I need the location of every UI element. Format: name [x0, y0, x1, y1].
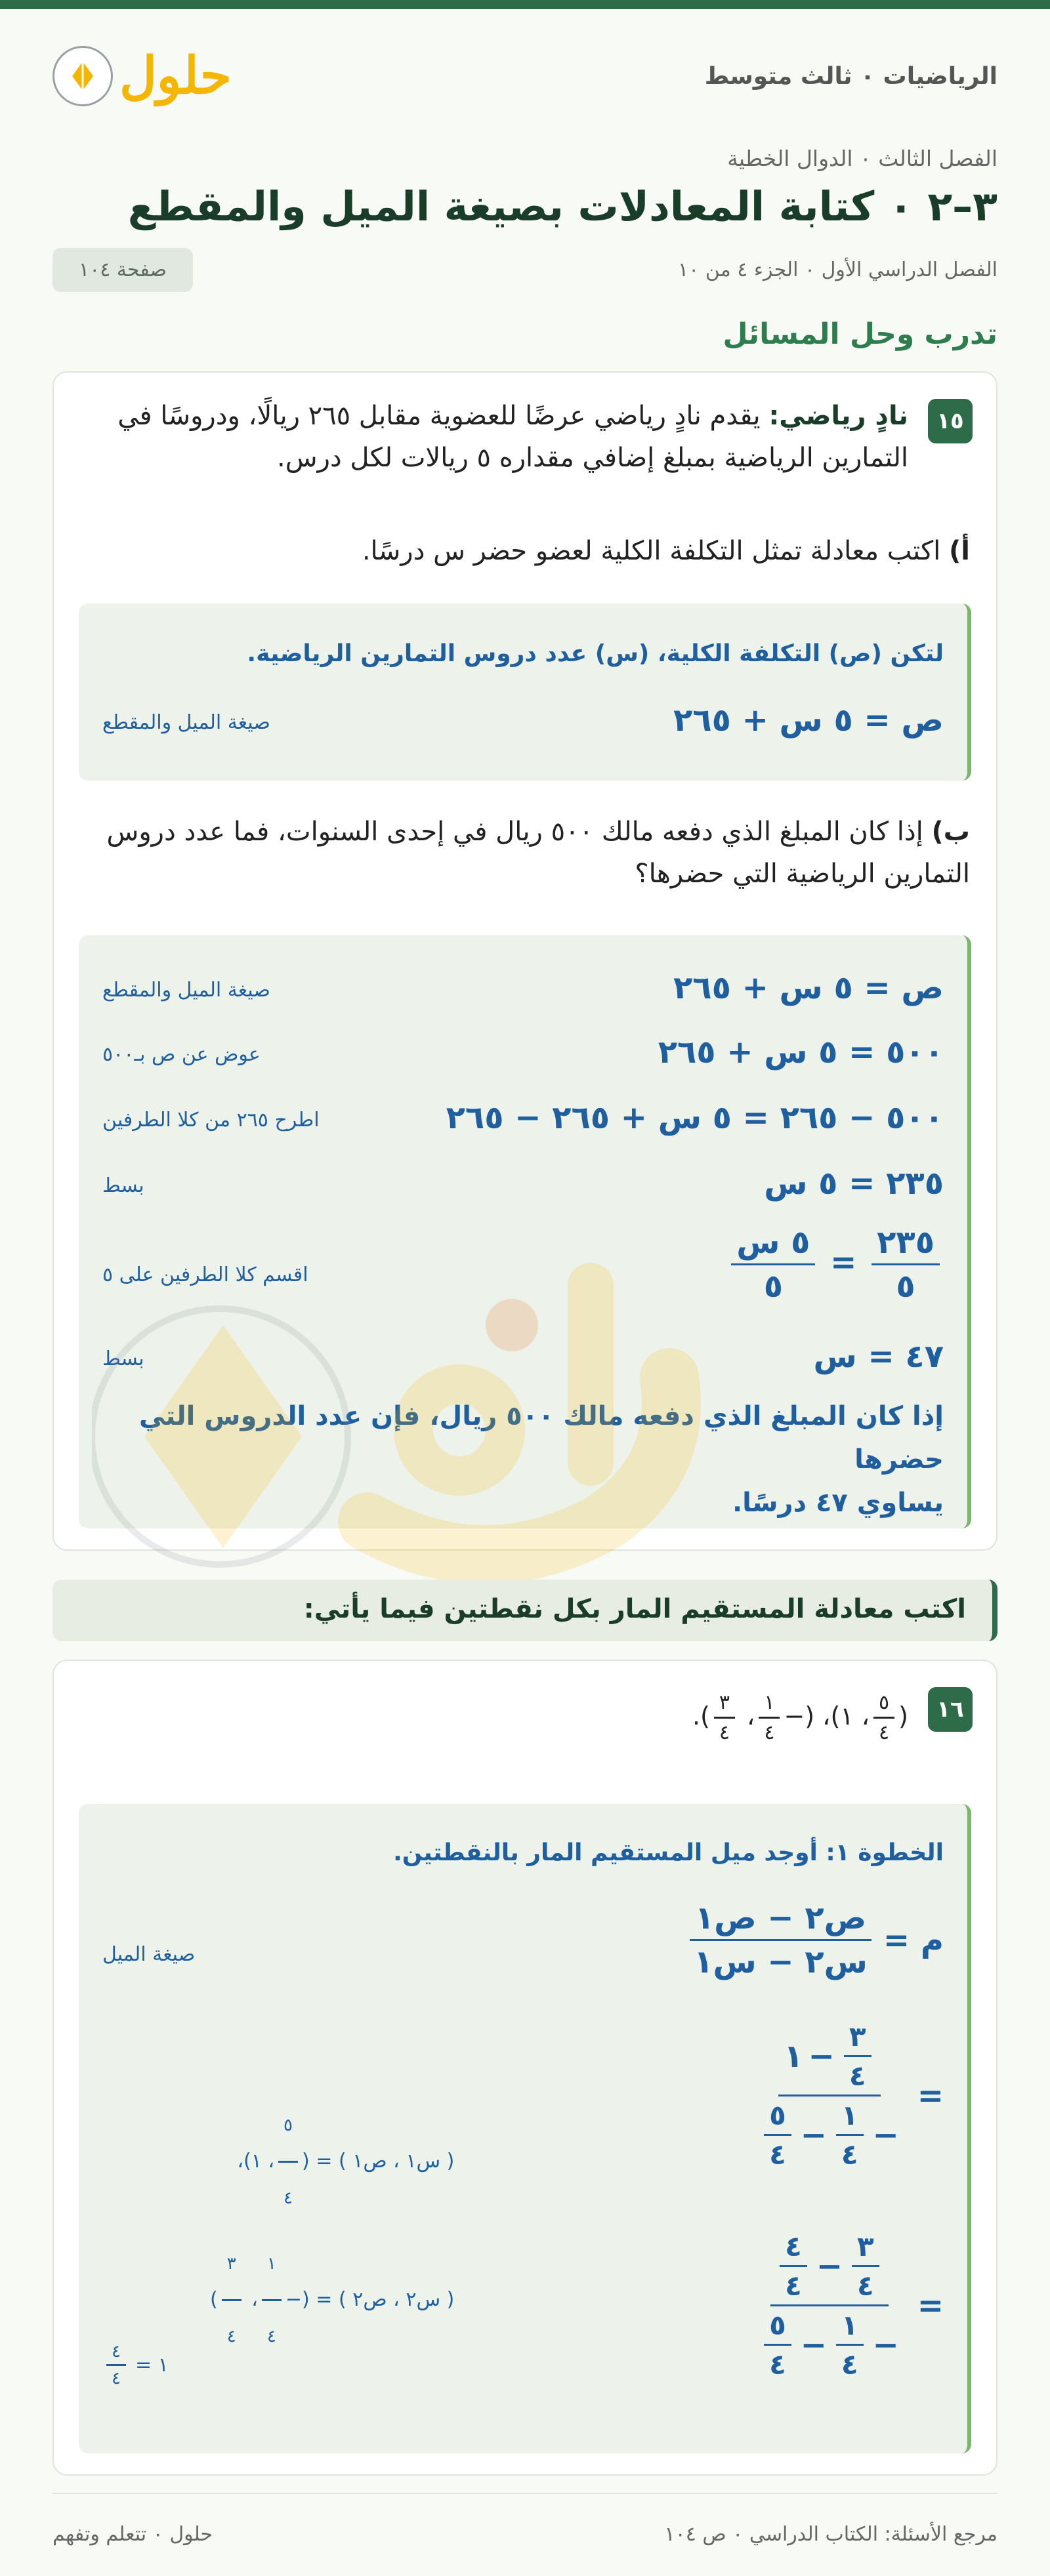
conclusion: إذا كان المبلغ الذي دفعه مالك ٥٠٠ ريال، فإن عدد الدروس التي حضرها يساوي ٤٧ درسًا. — [138, 1401, 944, 1518]
page-footer — [52, 2523, 998, 2546]
problem-label: نادٍ رياضي: — [768, 401, 908, 431]
points-statement: ( $\frac{٥}{٤}$ ، ١)، (− $\frac{١}{٤}$ ، $\frac{٣}{٤}$ ). — [692, 1691, 908, 1744]
fraction: $\frac{٢٣٥}{٥}$ — [872, 1224, 940, 1305]
part-b-solution — [79, 935, 971, 1528]
breadcrumb: الفصل الثالث ٠ الدوال الخطية — [727, 146, 998, 171]
section-title: تدرب وحل المسائل — [723, 317, 998, 351]
common-denominator-step: = $\frac{٣}{٤}$ − $\frac{٤}{٤}$ − $\frac{١}{٤}$ − $\frac{٥}{٤}$ — [751, 2230, 944, 2381]
equation: ٢٣٥ = ٥ س — [764, 1165, 944, 1202]
slope-note: صيغة الميل — [102, 1943, 196, 1966]
equation-note: بسط — [102, 1174, 144, 1197]
term-info: الفصل الدراسي الأول ٠ الجزء ٤ من ١٠ — [678, 258, 998, 281]
banner-text: اكتب معادلة المستقيم المار بكل نقطتين فيما يأتي: — [303, 1594, 966, 1624]
problem-16-card — [52, 1660, 998, 2476]
part-a-text: اكتب معادلة تمثل التكلفة الكلية لعضو حضر س درسًا. — [362, 536, 941, 566]
hulul-logo[interactable] — [52, 46, 232, 106]
problem-15-card — [52, 371, 998, 1551]
equation-note: بسط — [102, 1347, 144, 1370]
footer-divider — [52, 2493, 998, 2494]
equation-note: اطرح ٢٦٥ من كلا الطرفين — [102, 1109, 320, 1132]
page-number-badge: صفحة ١٠٤ — [52, 248, 193, 292]
equation: ٥٠٠ − ٢٦٥ = ٥ س + ٢٦٥ − ٢٦٥ — [446, 1099, 944, 1136]
point-2-label: ( س٢ ، ص٢ ) = (− $\frac{١}{٤}$ ، $\frac{٣}{٤}$ ) — [210, 2231, 454, 2369]
equation: ٤٧ = س — [813, 1338, 944, 1375]
fraction: $\frac{\text{٥ س}}{٥}$ — [731, 1224, 815, 1305]
problem-16-solution — [79, 1804, 971, 2453]
equation-note: عوض عن ص بـ٥٠٠ — [102, 1043, 261, 1066]
part-b-label: ب) — [931, 817, 970, 847]
solution-intro: لتكن (ص) التكلفة الكلية، (س) عدد دروس التمارين الرياضية. — [247, 640, 944, 667]
equation: ص = ٥ س + ٢٦٥ — [673, 970, 944, 1006]
part-a-label: أ) — [949, 536, 970, 566]
footer-reference: مرجع الأسئلة: الكتاب الدراسي ٠ ص ١٠٤ — [664, 2523, 998, 2546]
part-b-text-line2: التمارين الرياضية التي حضرها؟ — [635, 859, 970, 889]
logo-text: حلول — [119, 46, 232, 106]
part-b-question — [80, 811, 970, 895]
footer-brand[interactable]: حلول ٠ تتعلم وتفهم — [52, 2523, 213, 2546]
substitution-step: = $\frac{٣}{٤}$ − ١ − $\frac{١}{٤}$ − $\frac{٥}{٤}$ — [751, 2020, 944, 2171]
subject-label: الرياضيات ٠ ثالث متوسط — [704, 62, 998, 90]
equation: ٥٠٠ = ٥ س + ٢٦٥ — [658, 1034, 944, 1071]
instruction-banner — [52, 1580, 998, 1641]
part-b-text-line1: إذا كان المبلغ الذي دفعه مالك ٥٠٠ ريال في إحدى السنوات، فما عدد دروس — [106, 817, 923, 847]
top-accent-bar — [0, 0, 1050, 9]
point-1-label: ( س١ ، ص١ ) = ( $\frac{٥}{٤}$ ، ١)، — [210, 2093, 454, 2231]
slope-formula: م = $\frac{\text{ص٢ − ص١}}{\text{س٢ − س١}}$ — [684, 1900, 944, 1980]
logo-emblem-icon — [52, 46, 113, 106]
equation-note: صيغة الميل والمقطع — [102, 711, 270, 734]
page-title: ٣–٢ ٠ كتابة المعادلات بصيغة الميل والمقطع — [127, 182, 998, 230]
problem-15-statement — [113, 395, 908, 479]
part-a-question — [80, 530, 970, 572]
equation: ص = ٥ س + ٢٦٥ — [673, 702, 944, 739]
point-labels — [210, 2093, 454, 2369]
page-header — [52, 37, 998, 115]
equation-note: صيغة الميل والمقطع — [102, 979, 270, 1002]
part-a-solution — [79, 603, 971, 781]
meta-row — [52, 248, 998, 292]
problem-number-badge: ١٦ — [928, 1687, 973, 1732]
fraction-equation: $\frac{٢٣٥}{٥}$ = $\frac{\text{٥ س}}{٥}$ — [727, 1224, 944, 1305]
step-1-heading: الخطوة ١: أوجد ميل المستقيم المار بالنقطتين. — [393, 1839, 944, 1866]
equation-note: اقسم كلا الطرفين على ٥ — [102, 1263, 308, 1286]
problem-text-line1: يقدم نادٍ رياضي عرضًا للعضوية مقابل ٢٦٥ ريالًا، ودروسًا في — [117, 401, 761, 431]
one-as-fraction-note: ١ = $\frac{٤}{٤}$ — [102, 2342, 169, 2388]
problem-number-badge: ١٥ — [928, 399, 973, 443]
problem-text-line2: التمارين الرياضية بمبلغ إضافي مقداره ٥ ريالات لكل درس. — [277, 443, 908, 473]
